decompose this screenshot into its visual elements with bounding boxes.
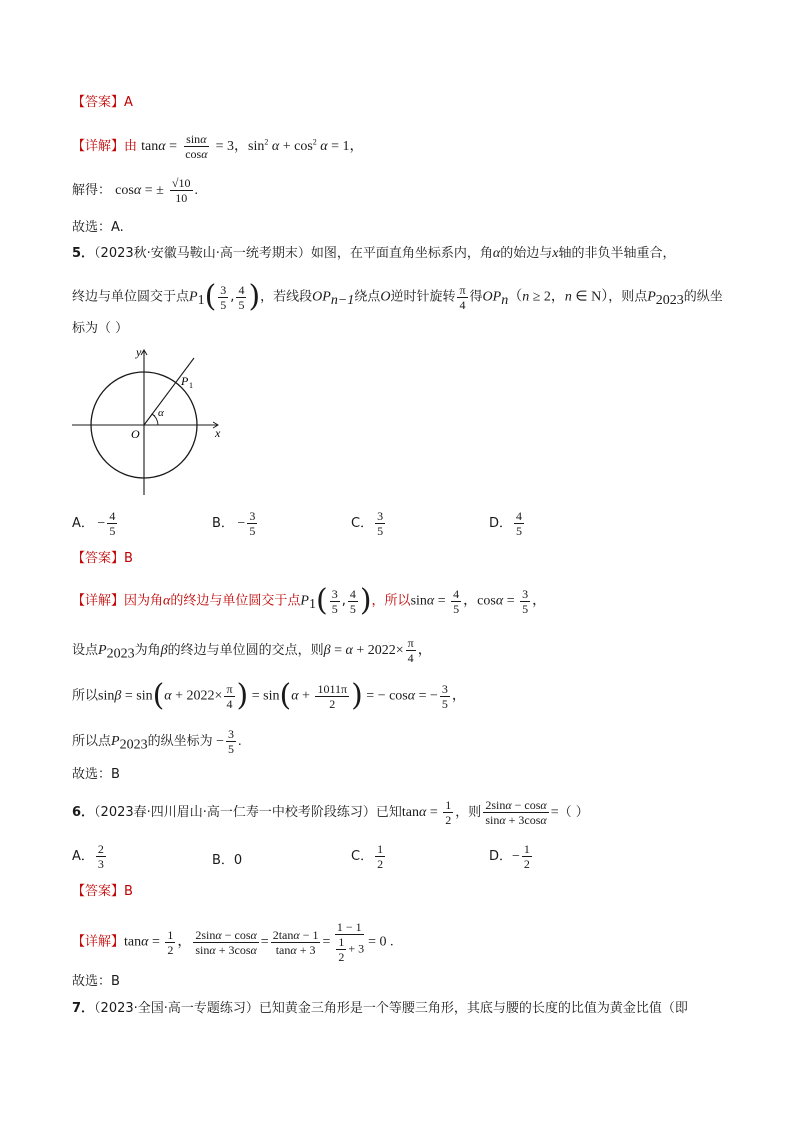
- fraction-sqrt10-over-10: $\frac{√10}{10}$: [171, 176, 191, 205]
- x-label: x: [215, 426, 221, 440]
- fraction-sin-over-cos: $\frac{\sin\alpha}{\cos\alpha}$: [185, 132, 208, 161]
- q5-answer-line: 【答案】B: [72, 551, 133, 566]
- solve-label: 解得：: [72, 183, 112, 198]
- q5-stem-line-2: 终边与单位圆交于点$P_1$( $\frac{3}{5}$ , $\frac{4}{5}$ )，若线段$OP_{n-1}$绕点O逆时针旋转 $\frac{\pi}{4}$ 得$OP_n(n \ge 2$，n ∈ N），则点$P_{2023}$的纵坐: [72, 279, 723, 314]
- question-number: 5．: [72, 246, 95, 261]
- q4-detail-line: [72, 132, 364, 161]
- detail-label: 【详解】: [72, 139, 125, 154]
- q6-detail-line: 【详解】tanα = $\frac{1}{2}$ ， $\frac{2\sin\alpha - \cos\alpha}{\sin\alpha + 3\cos\alpha}$ = $\frac{2\tan\alpha - 1}{\tan\alpha + 3}$ = 1 − 1 $\frac{1}{2}$ + 3 = 0 .: [72, 920, 394, 964]
- q6-answer-line: 【答案】B: [72, 884, 133, 899]
- question-source: （2023秋·安徽马鞍山·高一统考期末）: [94, 246, 311, 261]
- q5-option-c[interactable]: C． $\frac{3}{5}$: [351, 509, 384, 538]
- q5-detail-line-4: 所以点$P_{2023}$的纵坐标为 − $\frac{3}{5}$ .: [72, 727, 242, 756]
- q5-option-d[interactable]: D． $\frac{4}{5}$: [489, 509, 523, 538]
- q5-stem-line-3: 标为（ ）: [72, 321, 129, 336]
- q6-stem-line: 6．（2023春·四川眉山·高一仁寿一中校考阶段练习）已知tanα = $\frac{1}{2}$ ，则 $\frac{2\sin\alpha - \cos\alpha}{\sin\alpha + 3\cos\alpha}$ =（ ）: [72, 798, 589, 827]
- q6-choose-line: 故选：B: [72, 974, 120, 989]
- formula-tan: tanα =: [141, 139, 178, 154]
- alpha-label: α: [158, 407, 164, 419]
- y-label: y: [136, 345, 142, 359]
- detail-lead: 由: [124, 139, 138, 154]
- q5-detail-line-2: 设点$P_{2023}$为角β的终边与单位圆的交点，则β = α + 2022× $\frac{\pi}{4}$ ，: [72, 636, 432, 665]
- answer-value: A: [124, 95, 133, 110]
- point-subscript: 1: [189, 381, 193, 390]
- q4-solve-line: 解得： cosα = ± $\frac{√10}{10}$ .: [72, 176, 199, 205]
- q5-detail-line-1: 【详解】因为角α的终边与单位圆交于点$P_1$( $\frac{3}{5}$ , $\frac{4}{5}$ )，所以sinα = $\frac{4}{5}$ ，cosα = $\frac{3}{5}$ ，: [72, 583, 547, 618]
- unit-circle-figure: [70, 345, 230, 500]
- q4-choose-line: 故选：A.: [72, 220, 124, 235]
- q5-option-b[interactable]: B． − $\frac{3}{5}$: [212, 509, 256, 538]
- q5-option-a[interactable]: A． − $\frac{4}{5}$: [72, 509, 116, 538]
- q5-detail-line-3: 所以sinβ = sin(α + 2022× $\frac{\pi}{4}$ ) = sin(α + $\frac{1011\pi}{2}$ ) = − cosα = − $\frac{3}{5}$ ，: [72, 678, 466, 713]
- q6-option-d[interactable]: D．− $\frac{1}{2}$: [489, 842, 530, 871]
- q5-choose-line: 故选：B: [72, 767, 120, 782]
- origin-label: O: [131, 427, 140, 441]
- q6-option-c[interactable]: C． $\frac{1}{2}$: [351, 842, 384, 871]
- q6-option-a[interactable]: A． $\frac{2}{3}$: [72, 842, 104, 871]
- q7-stem-line: 7．（2023·全国·高一专题练习）已知黄金三角形是一个等腰三角形，其底与腰的长度的比值为黄金比值（即: [72, 1001, 688, 1016]
- formula-identity: = 3，$\sin^2 \alpha + \cos^2 \alpha = 1$，: [215, 137, 364, 154]
- point-label: P: [181, 374, 189, 388]
- q5-stem-line-1: 5．（2023秋·安徽马鞍山·高一统考期末）如图，在平面直角坐标系内，角α的始边与x轴的非负半轴重合，: [72, 246, 676, 261]
- q4-answer-line: [72, 93, 133, 113]
- answer-label: 【答案】: [72, 95, 125, 110]
- q6-option-b[interactable]: B．0: [212, 853, 243, 868]
